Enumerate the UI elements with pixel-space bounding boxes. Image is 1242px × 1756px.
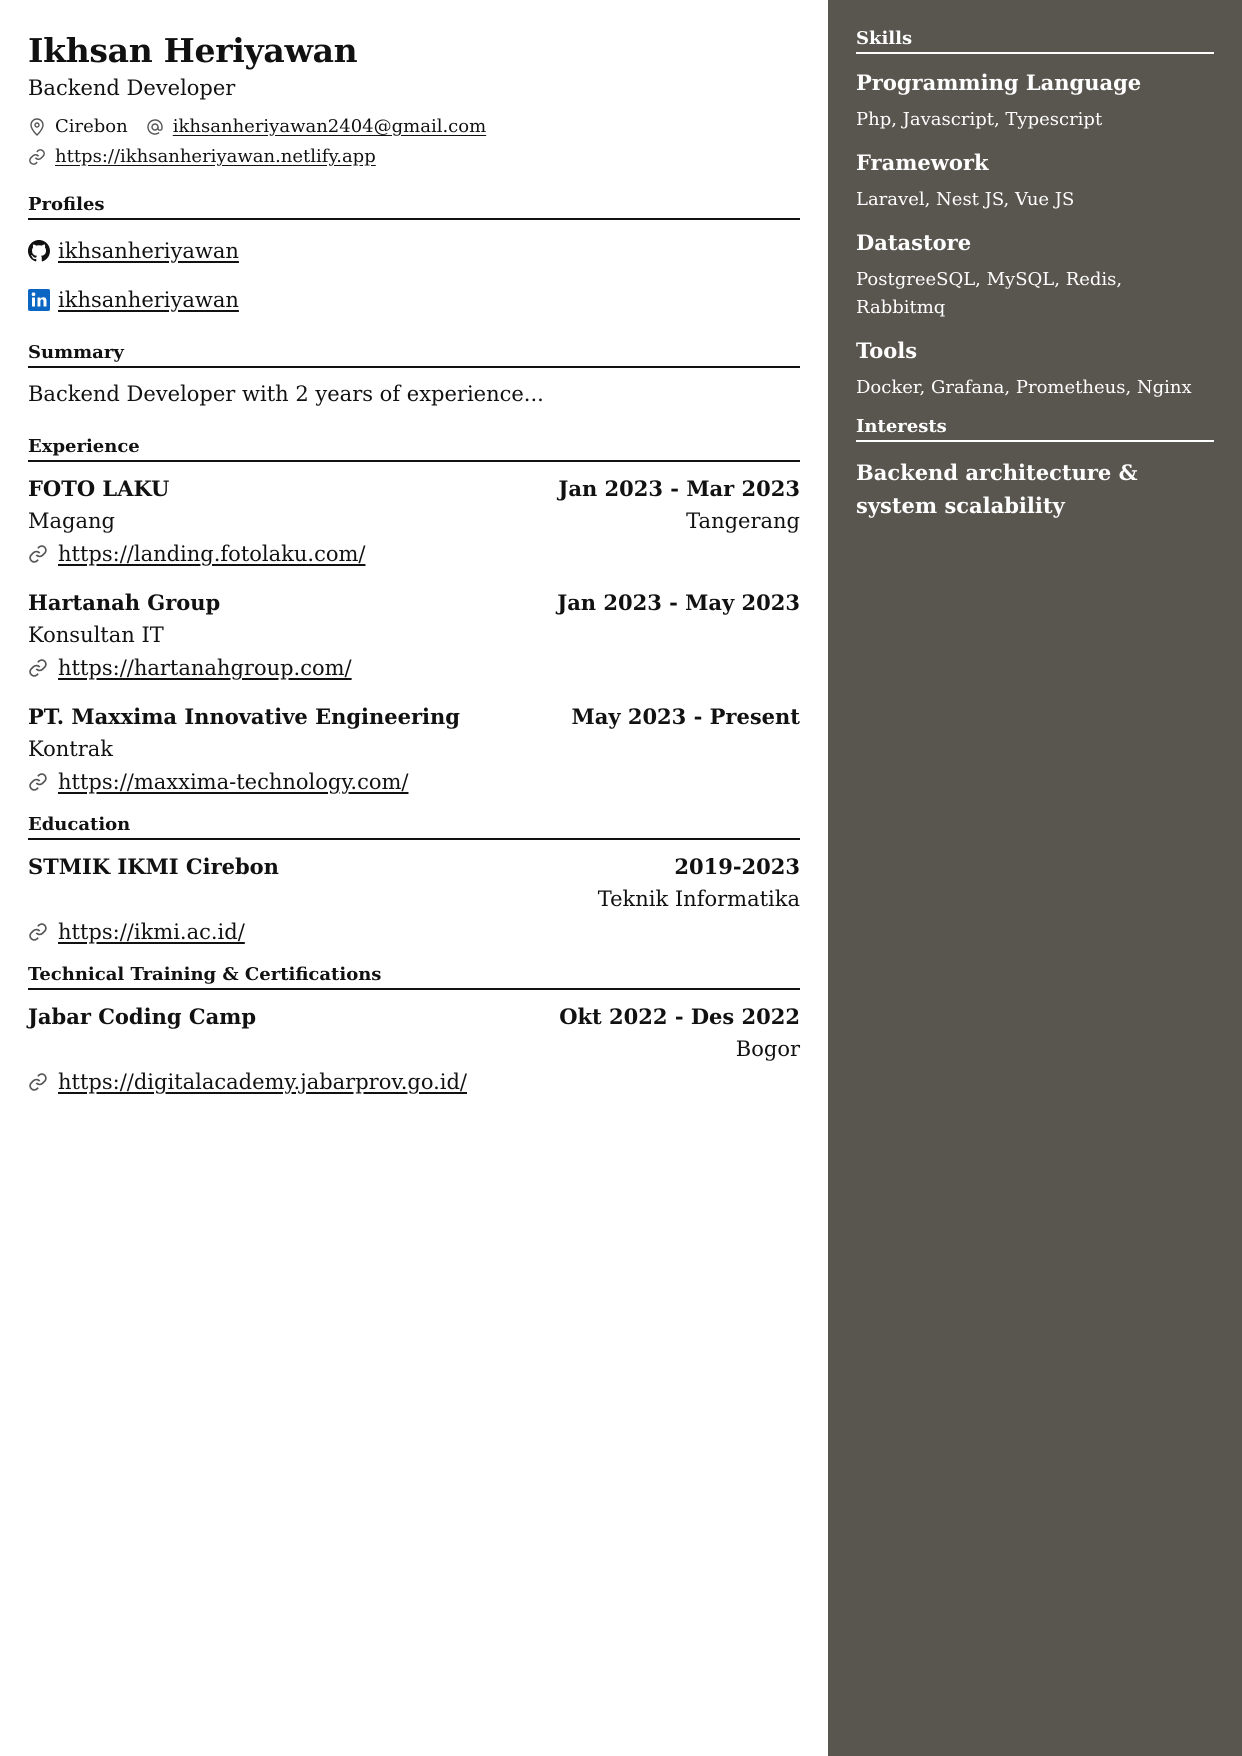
certification-url-link[interactable]: https://digitalacademy.jabarprov.go.id/: [58, 1070, 468, 1094]
skill-keywords: Laravel, Nest JS, Vue JS: [856, 189, 1075, 210]
summary-text: Backend Developer with 2 years of experience...: [28, 382, 544, 406]
position: Konsultan IT: [28, 623, 164, 647]
skill-name: Tools: [856, 338, 918, 363]
study-area: Teknik Informatika: [597, 887, 800, 911]
company-name: Hartanah Group: [28, 590, 221, 615]
at-sign-icon: [146, 118, 164, 136]
profile-linkedin: [28, 275, 800, 324]
experience-location: Tangerang: [686, 509, 800, 533]
skill-name: Datastore: [856, 230, 972, 255]
company-url-link[interactable]: https://hartanahgroup.com/: [58, 656, 352, 680]
experience-date: Jan 2023 - Mar 2023: [558, 476, 800, 501]
experience-item: [28, 700, 800, 798]
link-icon: [28, 657, 50, 679]
skill-group: [856, 148, 1214, 214]
experience-date: Jan 2023 - May 2023: [557, 590, 800, 615]
link-icon: [28, 771, 50, 793]
linkedin-username-link[interactable]: ikhsanheriyawan: [58, 287, 239, 312]
github-icon: [28, 240, 50, 262]
position: Kontrak: [28, 737, 114, 761]
contact-row: [28, 112, 800, 142]
interests-heading: Interests: [856, 416, 1214, 442]
company-url-link[interactable]: https://landing.fotolaku.com/: [58, 542, 366, 566]
institution-url-link[interactable]: https://ikmi.ac.id/: [58, 920, 245, 944]
skill-keywords: Php, Javascript, Typescript: [856, 109, 1103, 130]
link-icon: [28, 148, 46, 166]
resume-name: Ikhsan Heriyawan: [28, 31, 358, 70]
education-date: 2019-2023: [674, 854, 800, 879]
link-icon: [28, 543, 50, 565]
certification-item: [28, 1000, 800, 1098]
certification-name: Jabar Coding Camp: [28, 1004, 257, 1029]
skill-name: Framework: [856, 150, 989, 175]
position: Magang: [28, 509, 115, 533]
location-pin-icon: [28, 118, 46, 136]
experience-heading: Experience: [28, 436, 800, 462]
certification-location: Bogor: [735, 1037, 800, 1061]
summary-heading: Summary: [28, 342, 800, 368]
skill-group: [856, 68, 1214, 134]
skill-name: Programming Language: [856, 70, 1142, 95]
resume-headline: Backend Developer: [28, 76, 236, 100]
sidebar: [828, 0, 1242, 1756]
github-username-link[interactable]: ikhsanheriyawan: [58, 238, 239, 263]
education-item: [28, 850, 800, 948]
experience-item: [28, 586, 800, 684]
certifications-heading: Technical Training & Certifications: [28, 964, 800, 990]
company-name: PT. Maxxima Innovative Engineering: [28, 704, 460, 729]
website-link[interactable]: https://ikhsanheriyawan.netlify.app: [55, 146, 376, 167]
company-url-link[interactable]: https://maxxima-technology.com/: [58, 770, 409, 794]
interest-item: Backend architecture & system scalability: [856, 460, 1138, 518]
skills-heading: Skills: [856, 28, 1214, 54]
link-icon: [28, 1071, 50, 1093]
profiles-heading: Profiles: [28, 194, 800, 220]
skill-group: [856, 228, 1214, 322]
linkedin-icon: [28, 289, 50, 311]
skill-group: [856, 336, 1214, 402]
education-heading: Education: [28, 814, 800, 840]
certification-date: Okt 2022 - Des 2022: [559, 1004, 800, 1029]
experience-item: [28, 472, 800, 570]
location-text: Cirebon: [55, 116, 128, 137]
institution-name: STMIK IKMI Cirebon: [28, 854, 279, 879]
experience-date: May 2023 - Present: [571, 704, 800, 729]
website-row: [28, 142, 800, 172]
profile-github: [28, 226, 800, 275]
skill-keywords: PostgreeSQL, MySQL, Redis, Rabbitmq: [856, 269, 1123, 318]
link-icon: [28, 921, 50, 943]
email-link[interactable]: ikhsanheriyawan2404@gmail.com: [172, 116, 487, 137]
skill-keywords: Docker, Grafana, Prometheus, Nginx: [856, 377, 1192, 398]
company-name: FOTO LAKU: [28, 476, 170, 501]
